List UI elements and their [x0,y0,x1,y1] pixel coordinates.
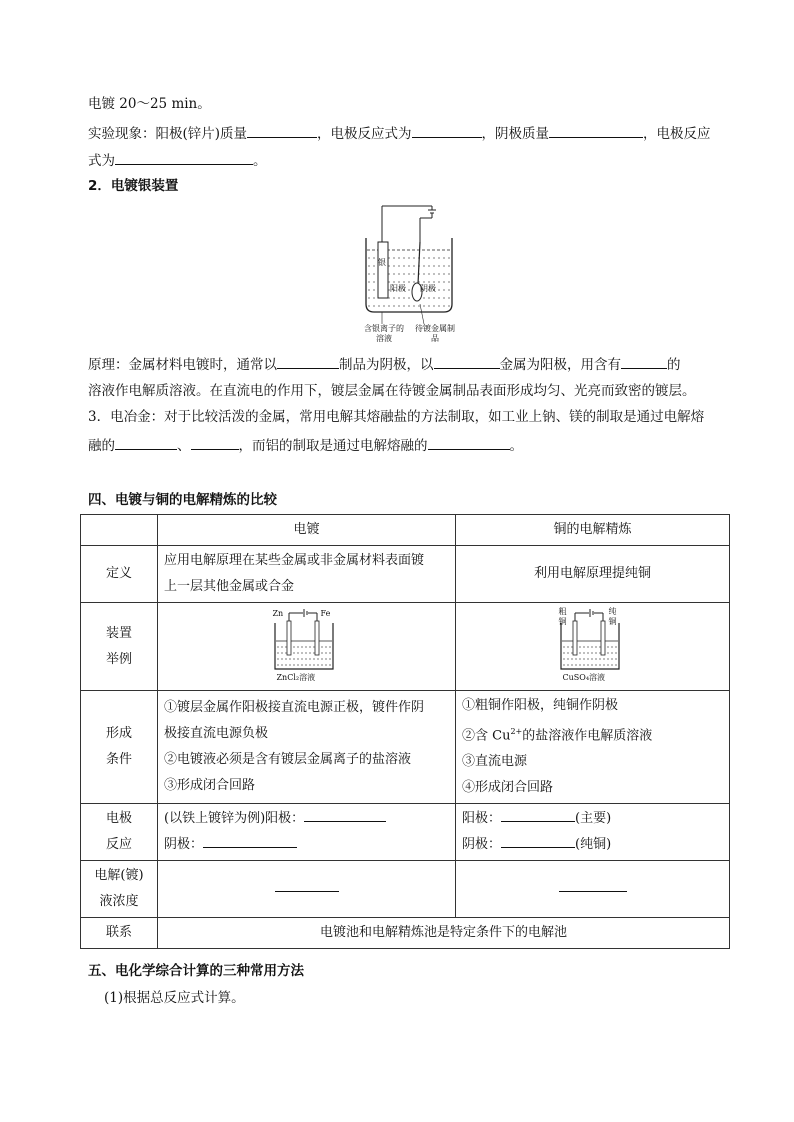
blank-plating-concentration[interactable] [275,877,339,892]
cell-text: ④形成闭合回路 [462,780,554,796]
label-crude-copper: 粗铜 [558,606,567,626]
text-method-1-content: (1)根据总反应式计算。 [104,990,245,1006]
label-silver: 银 [378,258,386,267]
text-principle-c: 金属为阳极，用含有 [499,357,621,373]
text-cathode-mass: ，阴极质量 [481,126,550,142]
cell-text: 的盐溶液作电解质溶液 [522,728,653,744]
silver-plating-diagram [362,200,462,342]
blank-cathode-product[interactable] [277,354,339,369]
blank-melt-3[interactable] [428,435,510,450]
row-label-concentration [81,861,158,918]
text-principle-line2: 溶液作电解质溶液。在直流电的作用下，镀层金属在待镀金属制品表面形成均匀、光亮而致密的镀层。 [88,383,696,399]
zinc-plating-diagram-cell [158,603,456,691]
row-label-definition: 定义 [81,546,158,603]
cell-text: 阴极： [462,837,502,853]
heading-calc-text: 五、电化学综合计算的三种常用方法 [88,963,304,979]
cell-text: ③直流电源 [462,754,528,770]
table-row [81,918,730,949]
row-label-line: 电极 [105,811,132,827]
cell-text: 应用电解原理在某些金属或非金属材料表面镀 [164,553,425,568]
zinc-plating-diagram [267,607,347,687]
table-row [81,691,730,804]
blank-anode-mass[interactable] [247,123,317,138]
text-period: 。 [253,153,267,169]
superscript-charge: 2+ [510,727,523,736]
text-line-2 [88,123,711,144]
text-comma: 、 [177,438,191,454]
text-melt: 融的 [88,438,115,454]
label-anode: 阳极 [390,284,406,293]
row-label-line: 举例 [105,651,132,667]
cell-text-cu-ion [462,719,723,749]
cell-text: (纯铜) [575,837,612,853]
blank-anode-metal[interactable] [434,354,500,369]
text-principle-d: 的 [667,357,681,373]
beaker-figure [362,200,462,342]
label-pure-copper: 纯铜 [608,606,617,626]
text-aluminum: ，而铝的制取是通过电解熔融的 [238,438,428,454]
heading-comparison-text: 四、电镀与铜的电解精炼的比较 [88,492,277,508]
row-label-line: 反应 [105,837,132,853]
blank-cathode-equation[interactable] [115,150,253,165]
blank-refining-cathode[interactable] [501,833,575,848]
row-label-device [81,603,158,691]
cell-text: 极接直流电源负极 [164,726,269,742]
cell-line [164,806,449,832]
blank-containing[interactable] [621,354,667,369]
text-experiment-anode: 实验现象：阳极(锌片)质量 [88,126,248,142]
table-cell [158,861,456,918]
text-electrode-eq-2: ，电极反应 [643,126,711,142]
blank-cathode-mass[interactable] [549,123,643,138]
row-label-line: 液浓度 [99,894,139,910]
cell-text: ②含 Cu [462,728,511,744]
text-metallurgy-line-2 [88,435,523,456]
label-zncl2-solution: ZnCl₂溶液 [276,672,316,682]
cell-text: 阴极： [164,837,204,853]
cell-text: (主要) [575,811,612,827]
table-row [81,515,730,546]
text-principle-a: 原理：金属材料电镀时，通常以 [88,357,277,373]
row-label-conditions [81,691,158,804]
table-cell [456,861,730,918]
row-label-line: 条件 [105,752,132,768]
cell-text: ②电镀液必须是含有镀层金属离子的盐溶液 [164,752,412,768]
cell-text: ①粗铜作阳极，纯铜作阴极 [462,698,619,713]
label-fe: Fe [320,608,331,618]
text-principle-line-2 [88,381,696,401]
table-cell [158,546,456,603]
table-cell [456,804,730,861]
heading-text: 2．电镀银装置 [88,178,179,194]
text-metallurgy: 3．电冶金：对于比较活泼的金属，常用电解其熔融盐的方法制取，如工业上钠、镁的制取是通过电解熔 [88,409,705,425]
table-row [81,804,730,861]
row-label-line: 形成 [105,726,132,742]
table-row [81,603,730,691]
table-cell [456,691,730,804]
text-metallurgy-line-1 [88,407,704,427]
comparison-table [80,514,730,949]
table-cell [158,691,456,804]
blank-refining-anode[interactable] [501,807,575,822]
cell-text: 上一层其他金属或合金 [164,579,295,594]
copper-refining-diagram [553,607,633,687]
text-electrode-eq: ，电极反应式为 [317,126,412,142]
row-label-reaction [81,804,158,861]
cell-text: 阳极： [462,811,502,827]
row-label-relation: 联系 [81,918,158,949]
blank-melt-1[interactable] [115,435,177,450]
text-plating-time: 电镀 20～25 min。 [88,96,211,112]
label-zn: Zn [272,608,284,618]
text-period-2: 。 [509,438,523,454]
cell-text: (以铁上镀锌为例)阳极： [164,811,305,827]
text-line-3 [88,150,267,171]
blank-refining-concentration[interactable] [559,877,627,892]
heading-comparison [88,490,277,510]
heading-calculation-methods [88,961,304,981]
column-header-refining: 铜的电解精炼 [456,515,730,546]
cell-line [462,806,723,832]
label-product-to-plate: 待镀金属制品 [415,324,455,343]
label-silver-ion-solution: 含银离子的溶液 [364,324,404,343]
text-principle-b: 制品为阴极，以 [339,357,434,373]
copper-refining-diagram-cell [456,603,730,691]
table-row [81,546,730,603]
blank-anode-equation[interactable] [412,123,482,138]
text-as: 式为 [88,153,115,169]
text-principle-line-1 [88,354,681,375]
blank-plating-cathode[interactable] [203,833,297,848]
table-cell: 利用电解原理提纯铜 [456,546,730,603]
cell-line [462,832,723,858]
text-method-1 [104,988,245,1008]
table-cell [158,804,456,861]
blank-melt-2[interactable] [191,435,239,450]
column-header-plating: 电镀 [158,515,456,546]
table-row [81,861,730,918]
blank-plating-anode[interactable] [304,807,386,822]
heading-silver-plating [88,176,178,196]
text-line-1 [88,94,211,114]
label-cuso4-solution: CuSO₄溶液 [562,672,606,682]
cell-line [164,832,449,858]
cell-text: ③形成闭合回路 [164,778,256,794]
row-label-line: 电解(镀) [94,868,144,884]
table-cell: 电镀池和电解精炼池是特定条件下的电解池 [158,918,730,949]
table-cell-empty [81,515,158,546]
row-label-line: 装置 [105,625,132,641]
cell-text: ①镀层金属作阳极接直流电源正极，镀件作阴 [164,700,425,716]
label-cathode: 阴极 [420,284,436,293]
